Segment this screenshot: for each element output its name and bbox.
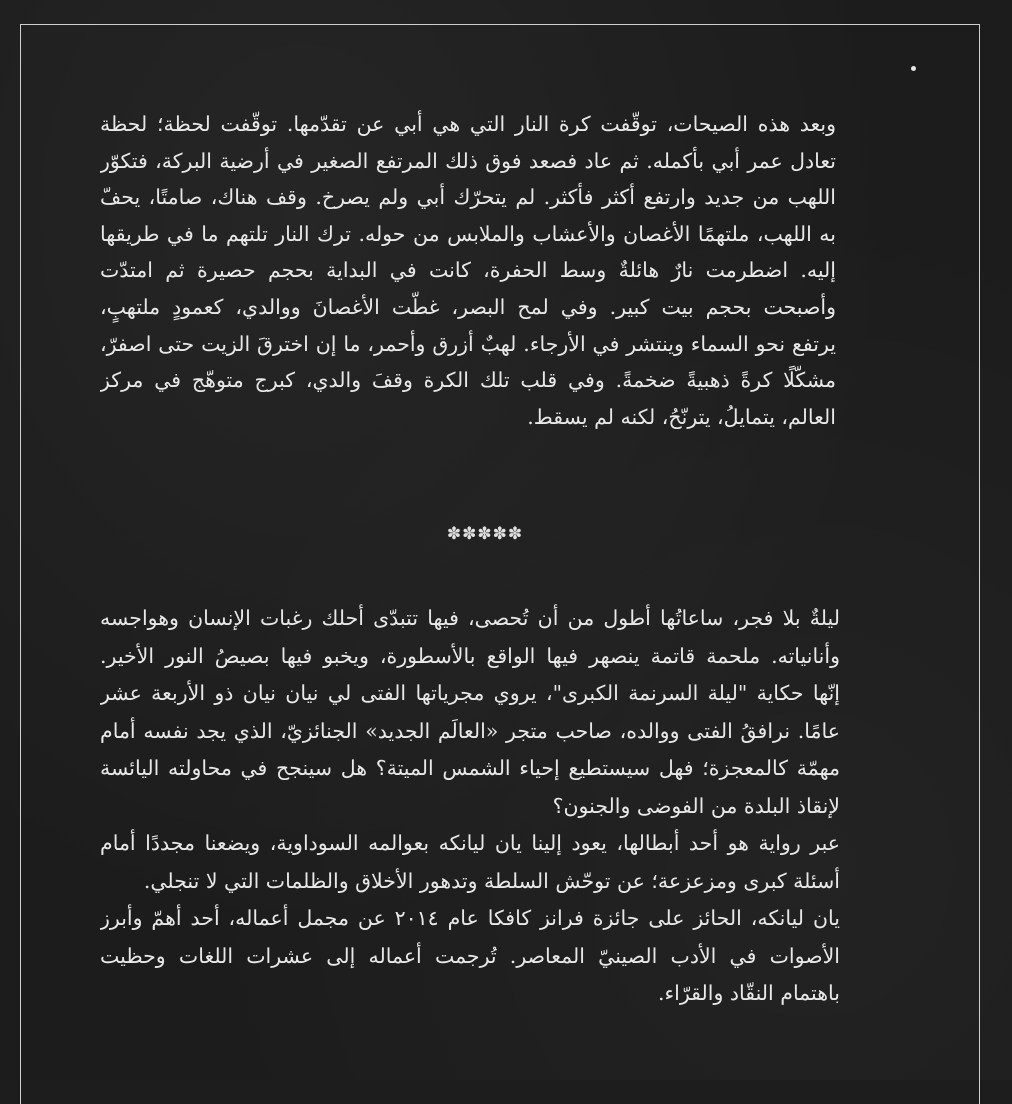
book-blurb bbox=[100, 600, 840, 1013]
excerpt-line: به اللهب، ملتهمًا الأغصان والأعشاب والملابس من حوله. ترك النار تلتهم ما في طريقها bbox=[100, 221, 836, 246]
blurb-line: عامًا. نرافقُ الفتى ووالده، صاحب متجر «العالَم الجديد» الجنائزيّ، الذي يجد نفسه أمام bbox=[100, 718, 840, 743]
blurb-line: باهتمام النقّاد والقرّاء. bbox=[657, 981, 840, 1005]
novel-excerpt bbox=[100, 106, 836, 435]
blurb-line: ليلةٌ بلا فجر، ساعاتُها أطول من أن تُحصى، فيها تتبدّى أحلك رغبات الإنسان وهواجسه bbox=[100, 606, 840, 630]
blurb-line: مهمّة كالمعجزة؛ فهل سيستطيع إحياء الشمس الميتة؟ هل سينجح في محاولته اليائسة bbox=[100, 756, 840, 780]
excerpt-line: إليه. اضطرمت نارٌ هائلةٌ وسط الحفرة، كانت في البداية بحجم حصيرة ثم امتدّت bbox=[100, 258, 836, 283]
excerpt-line: وأصبحت بحجم بيت كبير. وفي لمح البصر، غطّت الأغصانَ ووالدي، كعمودٍ ملتهبٍ، bbox=[100, 294, 836, 319]
excerpt-line: العالم، يتمايلُ، يترنّحُ، لكنه لم يسقط. bbox=[527, 404, 836, 429]
blurb-line: لإنقاذ البلدة من الفوضى والجنون؟ bbox=[552, 793, 840, 818]
excerpt-line: اللهب من جديد وارتفع أكثر فأكثر. لم يتحرّك أبي ولم يصرخ. وقف هناك، صامتًا، يحفّ bbox=[100, 185, 836, 210]
section-separator: ✽✽✽✽✽ bbox=[446, 524, 524, 544]
blurb-line: يان ليانكه، الحائز على جائزة فرانز كافكا عام ٢٠١٤ عن مجمل أعماله، أحد أهمّ وأبرز bbox=[100, 906, 840, 930]
excerpt-line: يرتفع نحو السماء وينتشر في الأرجاء. لهبٌ أزرق وأحمر، ما إن اخترقَ الزيت حتى اصفرّ، bbox=[100, 331, 836, 356]
decorative-dot bbox=[911, 66, 916, 71]
excerpt-line: تعادل عمر أبي بأكمله. ثم عاد فصعد فوق ذلك المرتفع الصغير في أرضية البركة، فتكوّر bbox=[100, 148, 836, 173]
excerpt-line: وبعد هذه الصيحات، توقّفت كرة النار التي هي أبي عن تقدّمها. توقّفت لحظة؛ لحظة bbox=[100, 112, 836, 136]
blurb-line: أسئلة كبرى ومزعزعة؛ عن توحّش السلطة وتدهور الأخلاق والظلمات التي لا تنجلي. bbox=[143, 868, 840, 893]
blurb-line: وأنانياته. ملحمة قاتمة ينصهر فيها الواقع بالأسطورة، ويخبو فيها بصيصُ النور الأخير. bbox=[100, 643, 840, 668]
excerpt-line: مشكّلًا كرةً ذهبيةً ضخمةً. وفي قلب تلك الكرة وقفَ والدي، كبرج متوهّج في مركز bbox=[100, 368, 836, 393]
blurb-line: إنّها حكاية "ليلة السرنمة الكبرى"، يروي مجرياتها الفتى لي نيان نيان ذو الأربعة عشر bbox=[100, 681, 840, 705]
blurb-line: الأصوات في الأدب الصينيّ المعاصر. تُرجمت أعماله إلى عشرات اللغات وحظيت bbox=[100, 943, 840, 968]
blurb-line: عبر رواية هو أحد أبطالها، يعود إلينا يان ليانكه بعوالمه السوداوية، ويضعنا مجددًا أمام bbox=[100, 831, 840, 855]
